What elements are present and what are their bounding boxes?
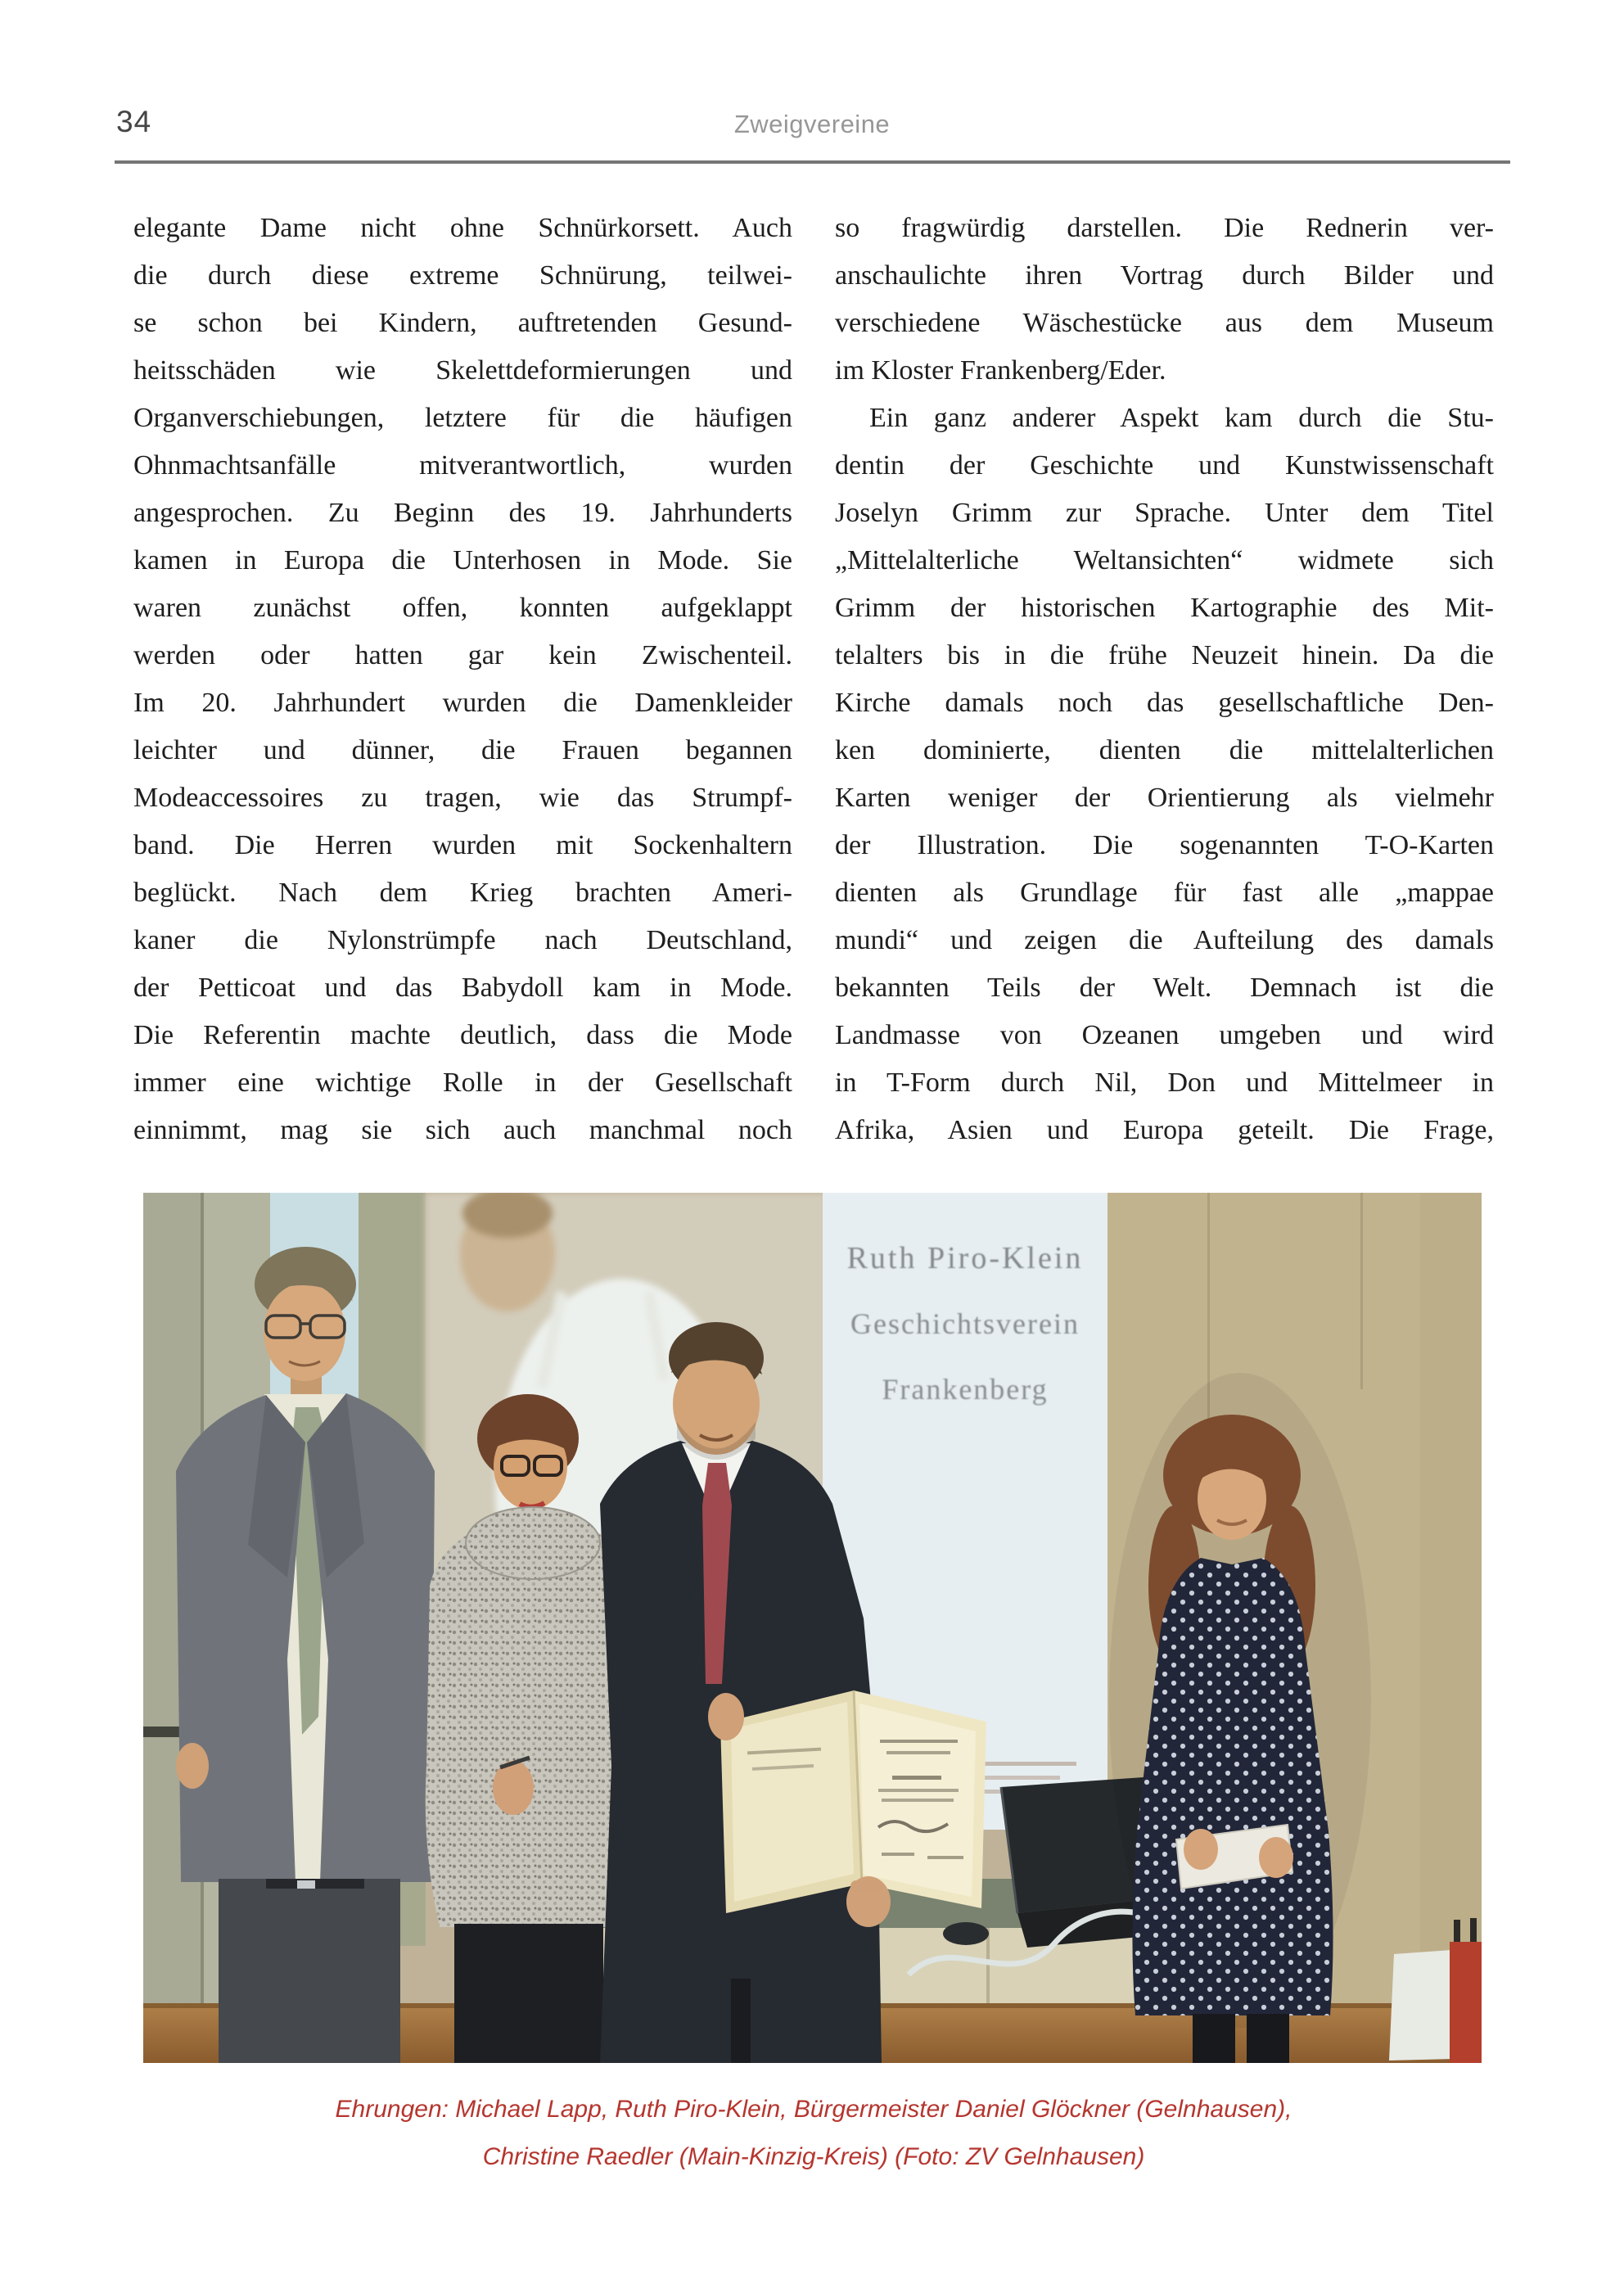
text-line: Im 20. Jahrhundert wurden die Damenkleider xyxy=(133,688,792,718)
trousers xyxy=(219,1879,400,2063)
slide-line-1: Ruth Piro-Klein xyxy=(846,1241,1084,1275)
certificate xyxy=(720,1690,986,1913)
legs xyxy=(1193,2014,1235,2063)
text-line: Kirche damals noch das gesellschaftliche Den- xyxy=(835,688,1494,718)
text-line: Karten weniger der Orientierung als vielmehr xyxy=(835,783,1494,813)
event-photo-illustration xyxy=(143,1193,1482,2063)
text-line: einnimmt, mag sie sich auch manchmal noch xyxy=(133,1115,792,1145)
caption-line-1: Ehrungen: Michael Lapp, Ruth Piro-Klein, Bürgermeister Daniel Glöckner (Gelnhausen), xyxy=(335,2096,1292,2123)
text-line: „Mittelalterliche Weltansichten“ widmete sich xyxy=(835,545,1494,576)
text-line: im Kloster Frankenberg/Eder. xyxy=(835,355,1166,386)
photo-caption xyxy=(133,2086,1494,2181)
text-line: der Illustration. Die sogenannten T-O-Karten xyxy=(835,830,1494,860)
white-bag xyxy=(1389,1950,1455,2061)
cowl-collar xyxy=(466,1507,600,1579)
text-line: Grimm der historischen Kartographie des Mit- xyxy=(835,593,1494,623)
red-bag xyxy=(1450,1942,1482,2063)
article-column-left xyxy=(133,205,792,1154)
text-line: bekannten Teils der Welt. Demnach ist die xyxy=(835,973,1494,1003)
hand xyxy=(1259,1837,1293,1878)
hand xyxy=(1184,1829,1218,1870)
text-line: Organverschiebungen, letztere für die häufigen xyxy=(133,403,792,433)
text-line: Afrika, Asien und Europa geteilt. Die Frage, xyxy=(835,1115,1494,1145)
header-rule xyxy=(115,160,1510,164)
text-line: leichter und dünner, die Frauen begannen xyxy=(133,735,792,765)
event-photo xyxy=(143,1193,1482,2063)
text-line: beglückt. Nach dem Krieg brachten Ameri- xyxy=(133,878,792,908)
text-line: dienten als Grundlage für fast alle „mappae xyxy=(835,878,1494,908)
text-line: waren zunächst offen, konnten aufgeklappt xyxy=(133,593,792,623)
power-adapter xyxy=(943,1922,989,1945)
slide-line-3: Frankenberg xyxy=(882,1373,1049,1406)
slide-line-2: Geschichtsverein xyxy=(850,1307,1080,1340)
article-body xyxy=(133,205,1494,1154)
text-line: der Petticoat und das Babydoll kam in Mode. xyxy=(133,973,792,1003)
article-column-right xyxy=(835,205,1494,1154)
text-line: mundi“ und zeigen die Aufteilung des damals xyxy=(835,925,1494,955)
slide-text xyxy=(847,1241,1084,1406)
text-line: Joselyn Grimm zur Sprache. Unter dem Titel xyxy=(835,498,1494,528)
text-line: kamen in Europa die Unterhosen in Mode. Sie xyxy=(133,545,792,576)
hand xyxy=(708,1693,744,1740)
text-line: ken dominierte, dienten die mittelalterlichen xyxy=(835,735,1494,765)
text-line: Landmasse von Ozeanen umgeben und wird xyxy=(835,1020,1494,1050)
text-line: telalters bis in die frühe Neuzeit hinein. Da die xyxy=(835,640,1494,670)
text-line: dentin der Geschichte und Kunstwissenschaft xyxy=(835,450,1494,481)
text-line: anschaulichte ihren Vortrag durch Bilder und xyxy=(835,260,1494,291)
text-line: elegante Dame nicht ohne Schnürkorsett. Auch xyxy=(133,213,792,243)
black-pants xyxy=(454,1924,603,2063)
hand xyxy=(176,1743,209,1789)
text-line: Ohnmachtsanfälle mitverantwortlich, wurden xyxy=(133,450,792,481)
page-number: 34 xyxy=(116,105,152,138)
text-line: Die Referentin machte deutlich, dass die Mode xyxy=(133,1020,792,1050)
text-line: so fragwürdig darstellen. Die Rednerin ver- xyxy=(835,213,1494,243)
text-line: band. Die Herren wurden mit Sockenhaltern xyxy=(133,830,792,860)
text-line: heitsschäden wie Skelettdeformierungen und xyxy=(133,355,792,386)
text-line: werden oder hatten gar kein Zwischenteil. xyxy=(133,640,792,670)
text-line: in T-Form durch Nil, Don und Mittelmeer in xyxy=(835,1068,1494,1098)
belt-buckle xyxy=(297,1880,315,1889)
text-line: se schon bei Kindern, auftretenden Gesund- xyxy=(133,308,792,338)
text-line: Ein ganz anderer Aspekt kam durch die Stu- xyxy=(869,403,1494,433)
text-line: immer eine wichtige Rolle in der Gesellschaft xyxy=(133,1068,792,1098)
text-line: verschiedene Wäschestücke aus dem Museum xyxy=(835,308,1494,338)
person-christine-raedler xyxy=(1109,1373,1371,2063)
text-line: kaner die Nylonstrümpfe nach Deutschland, xyxy=(133,925,792,955)
section-header: Zweigvereine xyxy=(733,110,891,138)
hand xyxy=(493,1761,534,1815)
text-line: Modeaccessoires zu tragen, wie das Strumpf- xyxy=(133,783,792,813)
caption-line-2: Christine Raedler (Main-Kinzig-Kreis) (Foto: ZV Gelnhausen) xyxy=(482,2143,1145,2170)
text-line: die durch diese extreme Schnürung, teilwei- xyxy=(133,260,792,291)
text-line: angesprochen. Zu Beginn des 19. Jahrhunderts xyxy=(133,498,792,528)
